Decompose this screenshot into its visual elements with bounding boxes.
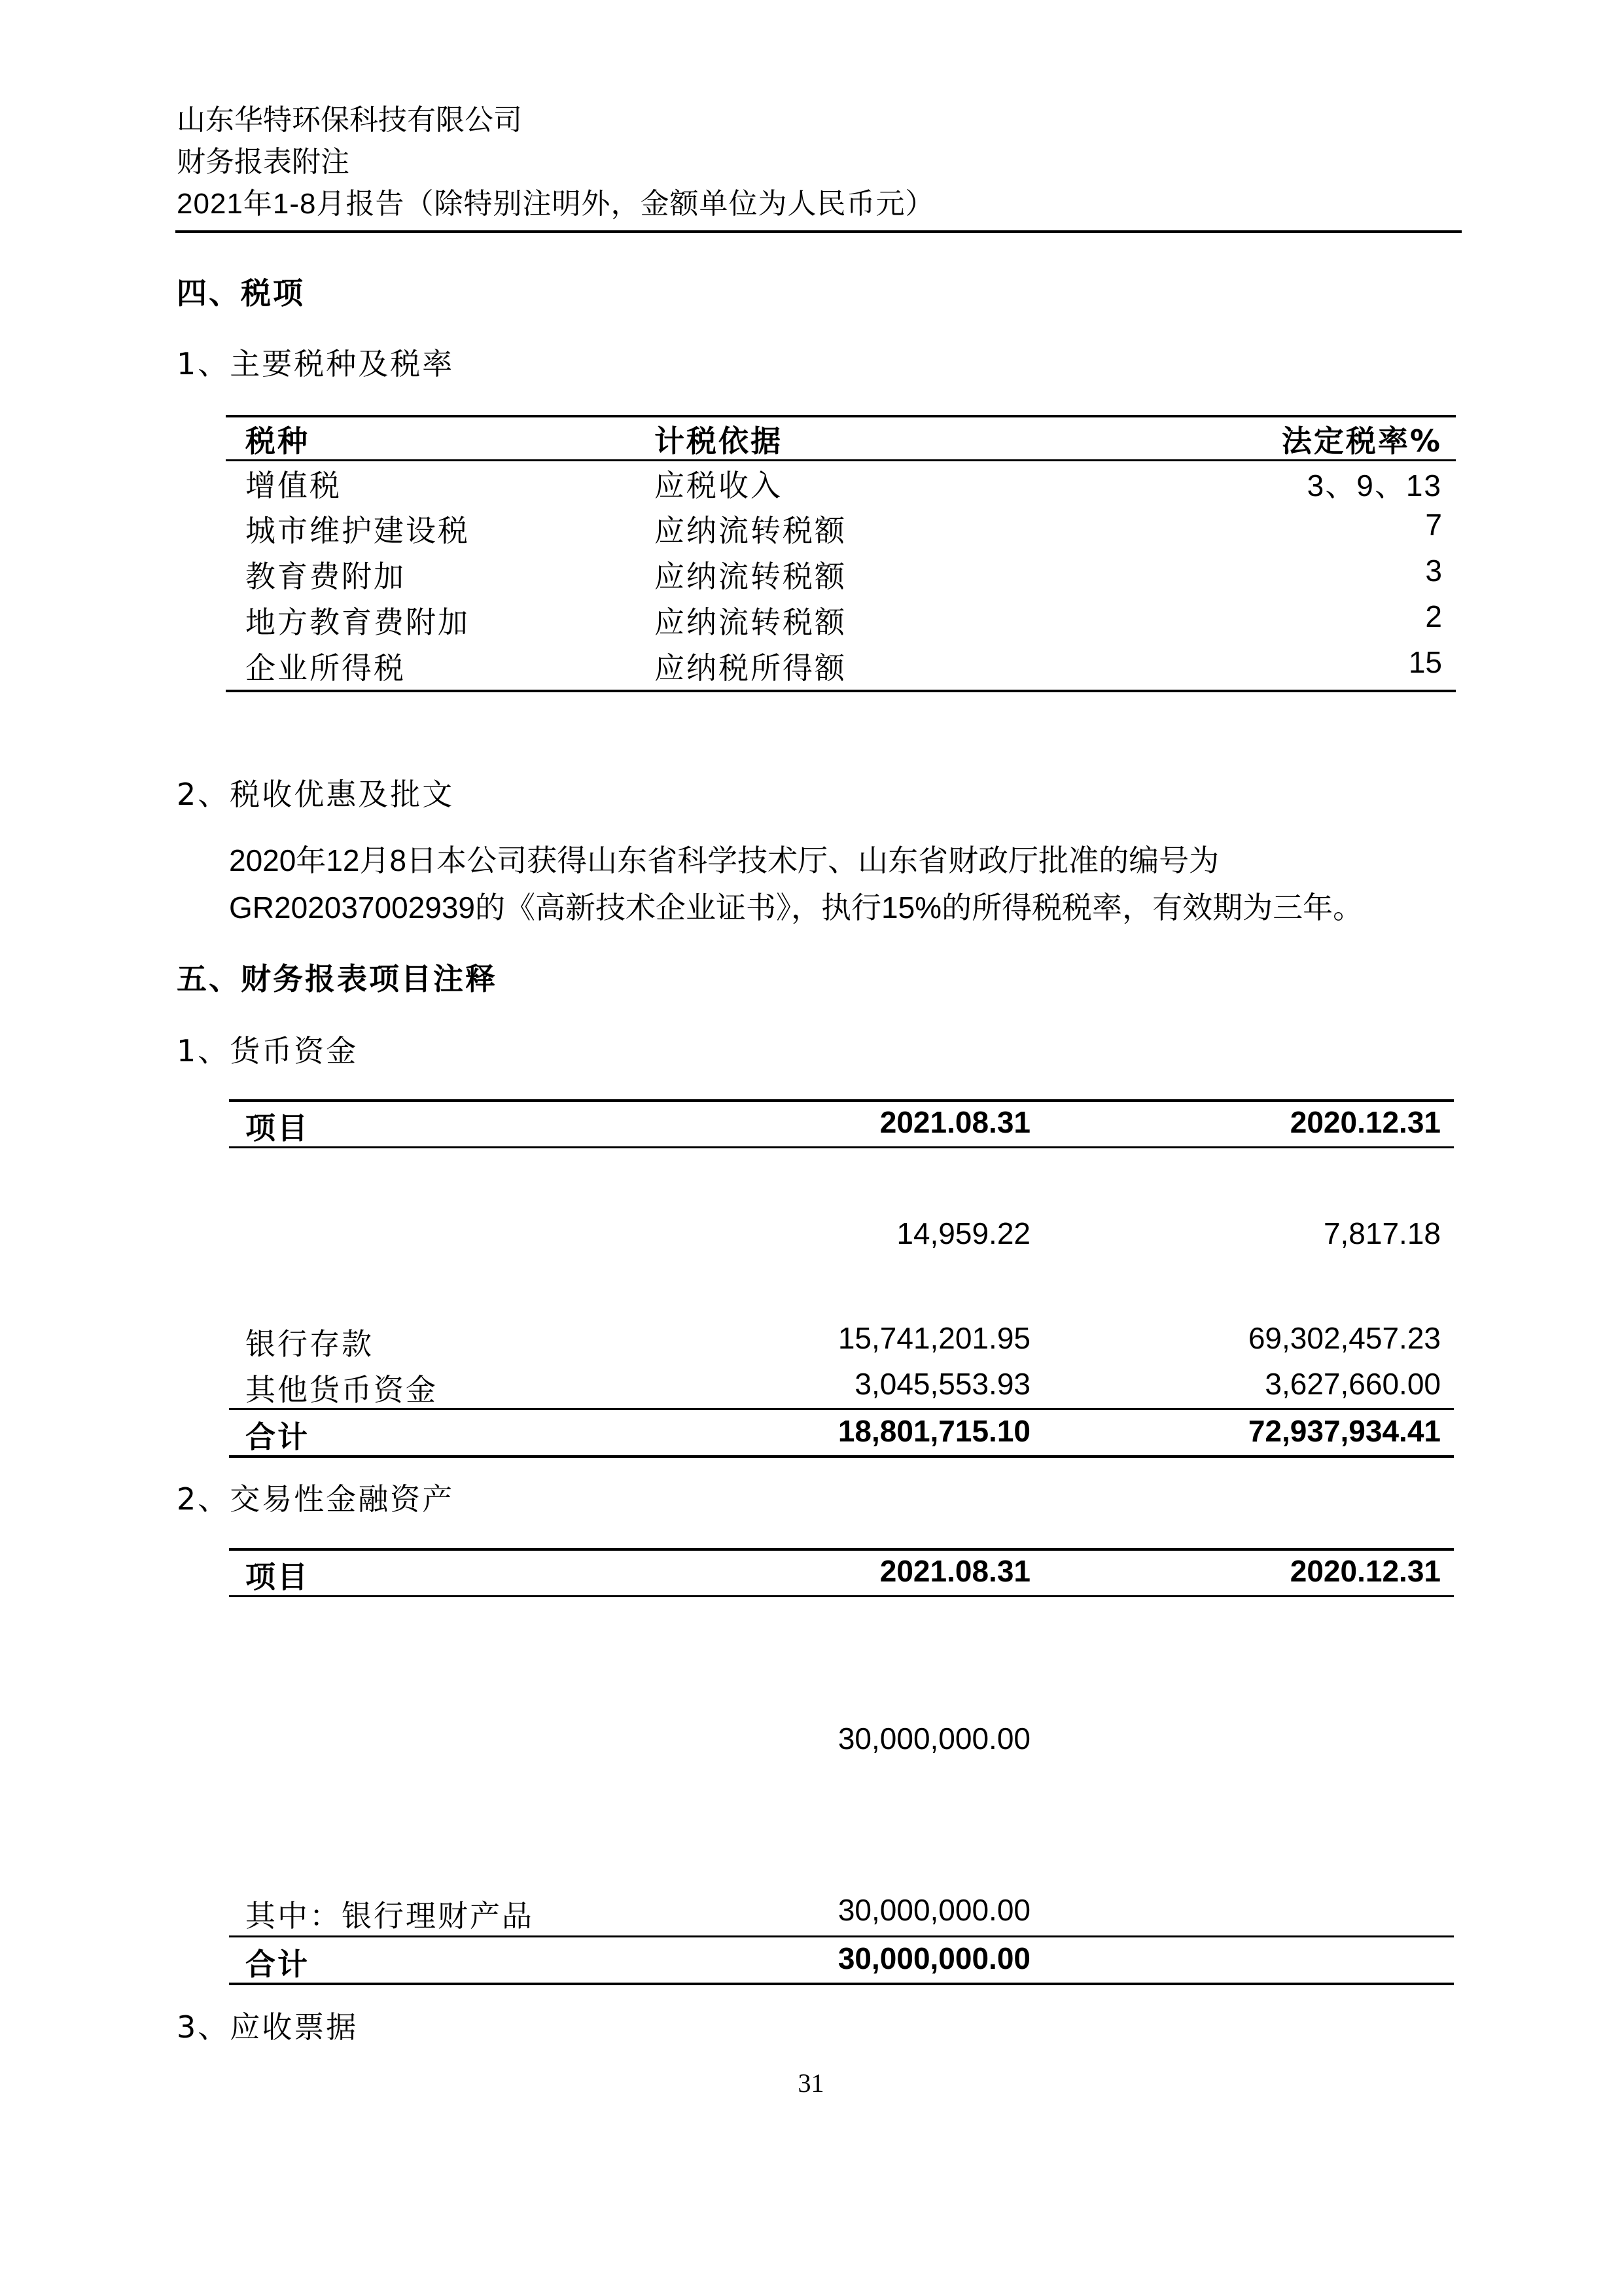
total-rule <box>229 1935 1454 1937</box>
value-2021: 15,741,201.95 <box>837 1321 1031 1355</box>
total-label: 合计 <box>245 1947 309 1982</box>
value-2020: 3,627,660.00 <box>1265 1367 1441 1401</box>
item-label: 其中：银行理财产品 <box>245 1898 534 1934</box>
col-header-2021: 2021.08.31 <box>879 1554 1031 1588</box>
table-bottom-rule <box>229 1983 1454 1985</box>
table-bottom-rule <box>229 1455 1454 1458</box>
tax-basis: 应纳流转税额 <box>654 559 847 594</box>
total-rule <box>229 1408 1454 1410</box>
period-note: 2021年1-8月报告（除特别注明外，金额单位为人民币元） <box>177 188 935 220</box>
table-header-rule <box>226 459 1456 461</box>
tax-basis: 应纳税所得额 <box>654 650 847 686</box>
col-header-tax-basis: 计税依据 <box>654 423 783 459</box>
tax-type: 企业所得税 <box>245 650 406 686</box>
notes-receivable-title: 3、应收票据 <box>177 2009 359 2045</box>
tax-rate: 3、9、13 <box>1307 468 1442 503</box>
col-header-2021: 2021.08.31 <box>879 1105 1031 1139</box>
header-rule <box>175 230 1462 233</box>
tax-incentive-line-2: GR202037002939的《高新技术企业证书》，执行15%的所得税税率，有效期为三年。 <box>229 891 1364 925</box>
tax-basis: 应纳流转税额 <box>654 513 847 548</box>
main-tax-types-title: 1、主要税种及税率 <box>177 346 455 381</box>
table-top-rule <box>226 415 1456 417</box>
tax-rate: 2 <box>1425 599 1442 633</box>
value-2021: 3,045,553.93 <box>855 1367 1031 1401</box>
value-2021: 30,000,000.00 <box>837 1893 1031 1927</box>
tax-incentives-title: 2、税收优惠及批文 <box>177 777 455 812</box>
tax-type: 增值税 <box>245 468 342 503</box>
trading-assets-title: 2、交易性金融资产 <box>177 1481 455 1517</box>
company-name: 山东华特环保科技有限公司 <box>177 103 522 137</box>
table-header-rule <box>229 1146 1454 1148</box>
total-label: 合计 <box>245 1419 309 1455</box>
col-header-item: 项目 <box>245 1559 309 1595</box>
table-bottom-rule <box>226 690 1456 692</box>
tax-incentive-line-1: 2020年12月8日本公司获得山东省科学技术厅、山东省财政厅批准的编号为 <box>229 843 1220 877</box>
col-header-item: 项目 <box>245 1110 309 1146</box>
tax-rate: 7 <box>1425 508 1442 542</box>
value-2021: 14,959.22 <box>896 1216 1031 1250</box>
table-header-rule <box>229 1595 1454 1597</box>
tax-basis: 应纳流转税额 <box>654 605 847 640</box>
col-header-2020: 2020.12.31 <box>1290 1554 1441 1588</box>
tax-rate: 3 <box>1425 554 1442 588</box>
value-2020: 69,302,457.23 <box>1248 1321 1441 1355</box>
col-header-rate: 法定税率% <box>1281 423 1442 459</box>
value-2021: 30,000,000.00 <box>837 1722 1031 1756</box>
value-2020: 7,817.18 <box>1323 1216 1441 1250</box>
item-label: 银行存款 <box>245 1326 374 1362</box>
total-2020: 72,937,934.41 <box>1248 1414 1441 1448</box>
total-2021: 18,801,715.10 <box>837 1414 1031 1448</box>
tax-basis: 应税收入 <box>654 468 783 503</box>
section-notes-title: 五、财务报表项目注释 <box>177 961 497 997</box>
tax-type: 城市维护建设税 <box>245 513 470 548</box>
document-title: 财务报表附注 <box>177 145 349 179</box>
col-header-tax-type: 税种 <box>245 423 309 459</box>
tax-rate: 15 <box>1408 645 1442 679</box>
tax-type: 教育费附加 <box>245 559 406 594</box>
table-top-rule <box>229 1099 1454 1102</box>
table-top-rule <box>229 1548 1454 1551</box>
item-label: 其他货币资金 <box>245 1372 438 1407</box>
page-number: 31 <box>798 2068 824 2098</box>
col-header-2020: 2020.12.31 <box>1290 1105 1441 1139</box>
cash-title: 1、货币资金 <box>177 1033 359 1069</box>
tax-type: 地方教育费附加 <box>245 605 470 640</box>
section-taxes-title: 四、税项 <box>177 275 305 311</box>
total-2021: 30,000,000.00 <box>837 1941 1031 1975</box>
